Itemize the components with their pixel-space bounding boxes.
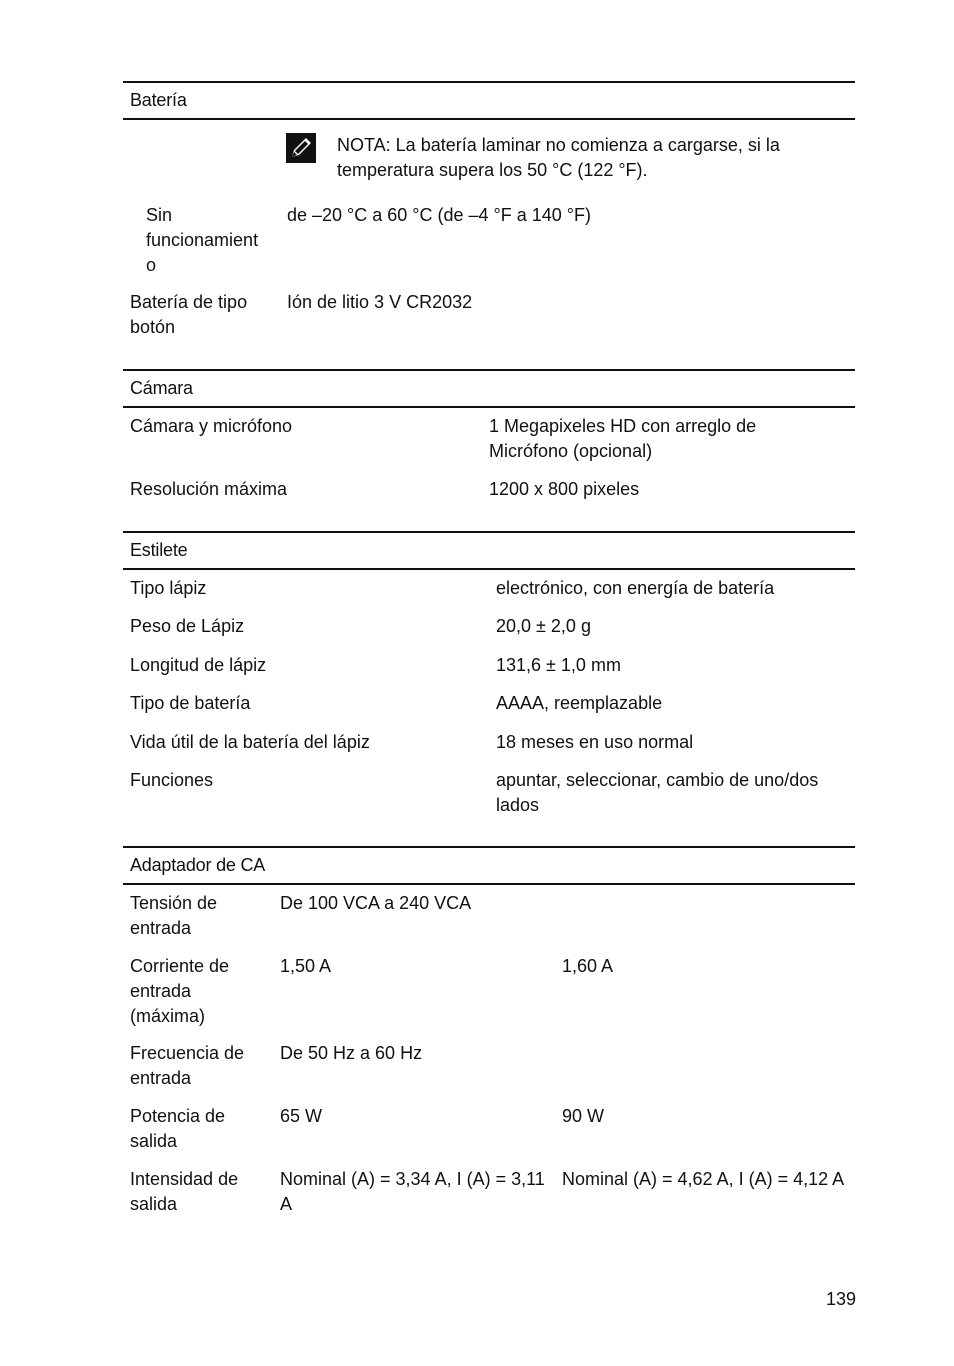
stylus-section-title: Estilete <box>130 540 188 560</box>
ac-header-rule <box>123 883 855 885</box>
note-label: NOTA: <box>337 135 391 155</box>
label-line: salida <box>130 1131 178 1151</box>
label-line: funcionamient <box>146 230 259 250</box>
battery-row-value: Ión de litio 3 V CR2032 <box>287 292 473 312</box>
label-line: o <box>146 255 157 275</box>
ac-row-label <box>130 954 229 1029</box>
ac-top-rule <box>123 846 855 848</box>
ac-row-label <box>130 1167 238 1217</box>
battery-section-title: Batería <box>130 90 187 110</box>
camera-row-label: Resolución máxima <box>130 479 288 499</box>
ac-row-col2: Nominal (A) = 4,62 A, I (A) = 4,12 A <box>562 1169 845 1189</box>
battery-note <box>337 133 847 183</box>
label-line: botón <box>130 317 176 337</box>
value-line: apuntar, seleccionar, cambio de uno/dos <box>496 770 819 790</box>
label-line: Frecuencia de <box>130 1043 245 1063</box>
stylus-row-label: Peso de Lápiz <box>130 616 245 636</box>
label-line: Corriente de <box>130 956 230 976</box>
page-number: 139 <box>826 1289 857 1309</box>
label-line: Intensidad de <box>130 1169 239 1189</box>
ac-row-col1: De 50 Hz a 60 Hz <box>280 1043 423 1063</box>
battery-row-label <box>130 290 247 340</box>
ac-row-col1: De 100 VCA a 240 VCA <box>280 893 472 913</box>
label-line: entrada <box>130 918 192 938</box>
camera-row-value <box>489 414 756 464</box>
camera-row-label: Cámara y micrófono <box>130 416 293 436</box>
value-line: lados <box>496 795 540 815</box>
stylus-row-value: 18 meses en uso normal <box>496 732 694 752</box>
camera-section-title: Cámara <box>130 378 193 398</box>
label-line: Potencia de <box>130 1106 226 1126</box>
label-line: Tensión de <box>130 893 218 913</box>
ac-row-label <box>130 891 217 941</box>
label-line: salida <box>130 1194 178 1214</box>
pencil-note-icon <box>286 133 316 163</box>
ac-row-col2: 90 W <box>562 1106 605 1126</box>
stylus-row-value: AAAA, reemplazable <box>496 693 663 713</box>
camera-row-value: 1200 x 800 pixeles <box>489 479 640 499</box>
stylus-row-label: Longitud de lápiz <box>130 655 267 675</box>
label-line: (máxima) <box>130 1006 205 1026</box>
battery-row-value: de –20 °C a 60 °C (de –4 °F a 140 °F) <box>287 205 591 225</box>
stylus-row-value: 20,0 ± 2,0 g <box>496 616 591 636</box>
stylus-row-label: Vida útil de la batería del lápiz <box>130 732 370 752</box>
stylus-row-value: 131,6 ± 1,0 mm <box>496 655 621 675</box>
battery-header-rule <box>123 118 855 120</box>
note-text-line2: temperatura supera los 50 °C (122 °F). <box>337 160 648 180</box>
camera-header-rule <box>123 406 855 408</box>
value-line: A <box>280 1194 293 1214</box>
stylus-top-rule <box>123 531 855 533</box>
ac-row-col1: 1,50 A <box>280 956 332 976</box>
stylus-row-label: Tipo de batería <box>130 693 251 713</box>
stylus-row-label: Funciones <box>130 770 214 790</box>
label-line: entrada <box>130 981 192 1001</box>
battery-row-label <box>146 203 258 278</box>
value-line: 1 Megapixeles HD con arreglo de <box>489 416 757 436</box>
stylus-row-label: Tipo lápiz <box>130 578 207 598</box>
ac-row-col1: 65 W <box>280 1106 323 1126</box>
camera-top-rule <box>123 369 855 371</box>
label-line: Batería de tipo <box>130 292 248 312</box>
stylus-header-rule <box>123 568 855 570</box>
ac-row-col1 <box>280 1167 545 1217</box>
ac-row-label <box>130 1041 244 1091</box>
stylus-row-value <box>496 768 818 818</box>
ac-section-title: Adaptador de CA <box>130 855 266 875</box>
ac-row-col2: 1,60 A <box>562 956 614 976</box>
value-line: Nominal (A) = 3,34 A, I (A) = 3,11 <box>280 1169 545 1189</box>
battery-top-rule <box>123 81 855 83</box>
label-line: Sin <box>146 205 173 225</box>
stylus-row-value: electrónico, con energía de batería <box>496 578 775 598</box>
note-text-line1: La batería laminar no comienza a cargarse, si la <box>390 135 780 155</box>
value-line: Micrófono (opcional) <box>489 441 653 461</box>
ac-row-label <box>130 1104 225 1154</box>
label-line: entrada <box>130 1068 192 1088</box>
